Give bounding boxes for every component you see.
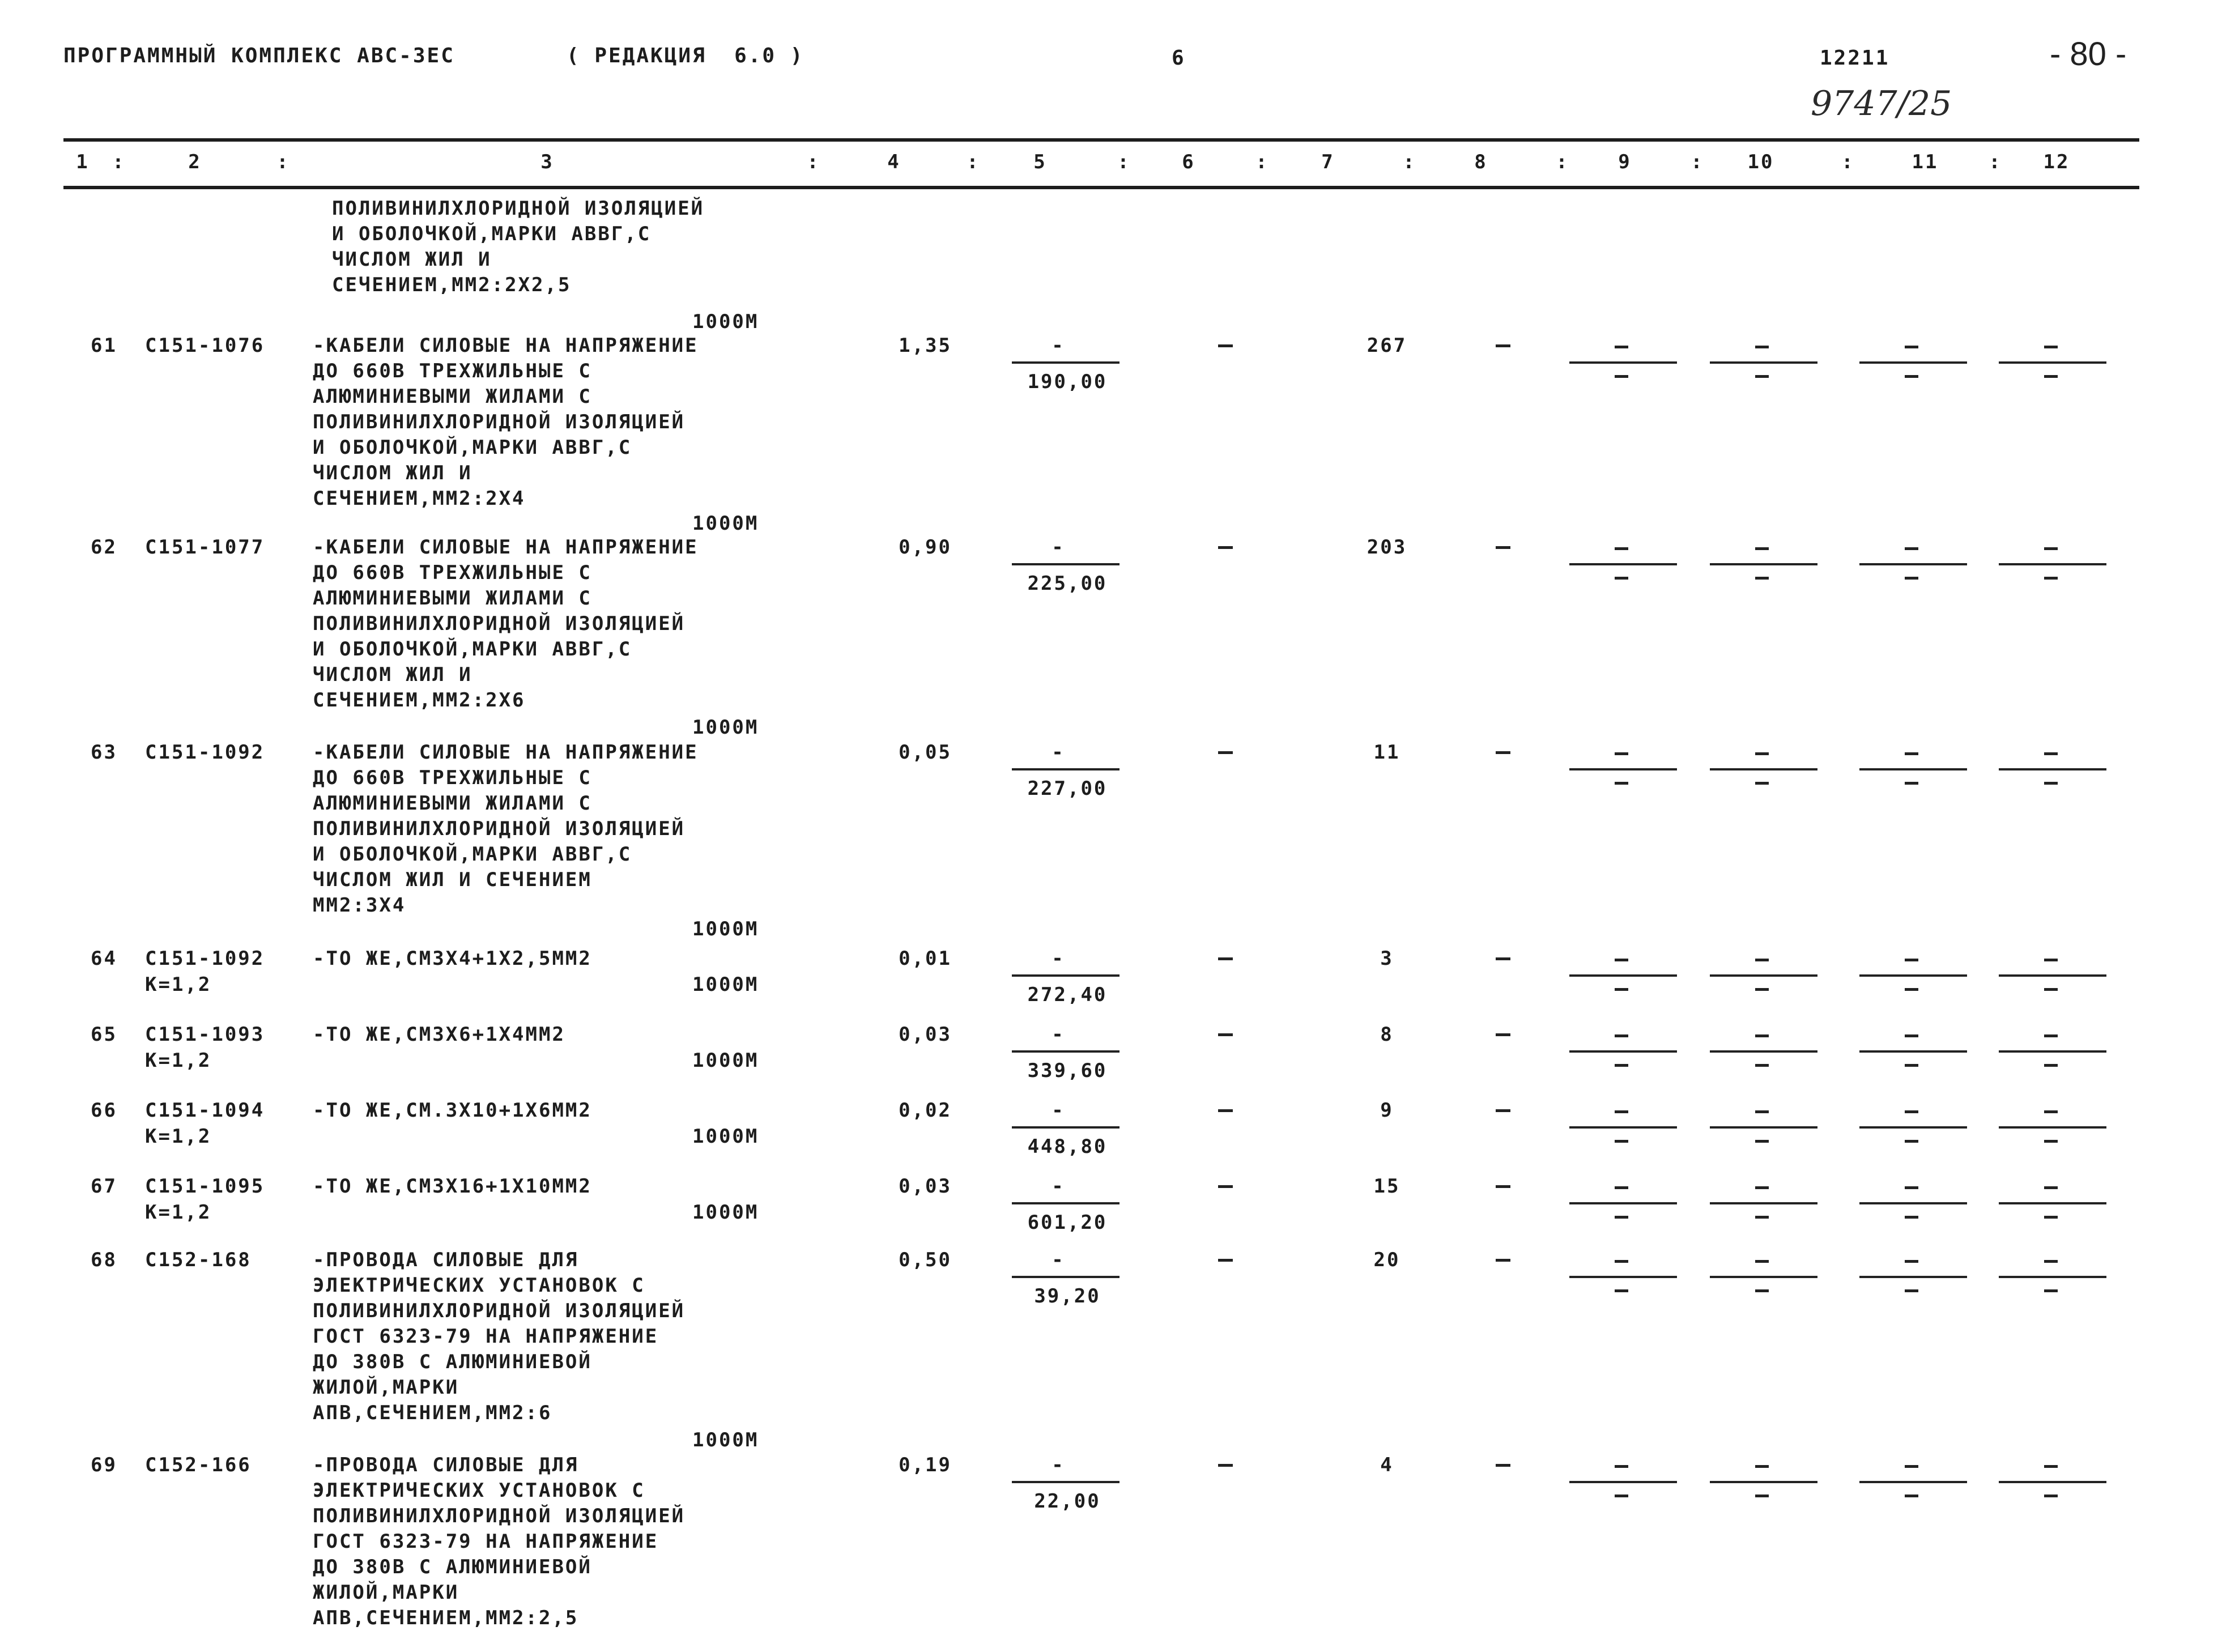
fraction-bar — [1012, 1202, 1119, 1204]
coefficient: К=1,2 — [145, 1125, 212, 1148]
fraction-bar — [1859, 1276, 1967, 1278]
unit-label: 1000М — [692, 973, 759, 996]
dash-top — [1905, 547, 1918, 550]
coefficient: К=1,2 — [145, 1049, 212, 1072]
dash-col8 — [1496, 1464, 1510, 1467]
column-header-1: 1 — [76, 151, 90, 173]
cost-top: - — [1052, 536, 1065, 559]
dash-top — [2044, 1465, 2058, 1468]
dash-top — [2044, 1110, 2058, 1113]
dash-col6 — [1218, 751, 1233, 754]
dash-bottom — [1755, 1064, 1769, 1067]
unit-label: 1000М — [692, 918, 759, 940]
dash-top — [1905, 1186, 1918, 1189]
price-code: С151-1076 — [145, 334, 265, 357]
price-code: С151-1092 — [145, 947, 265, 970]
dash-bottom — [2044, 782, 2058, 785]
price-code: С152-168 — [145, 1249, 252, 1271]
cost-top: - — [1052, 1454, 1065, 1476]
dash-top — [1615, 1186, 1628, 1189]
cost-bottom: 227,00 — [1027, 777, 1108, 800]
dash-bottom — [2044, 988, 2058, 991]
dash-top — [2044, 547, 2058, 550]
quantity: 0,01 — [899, 947, 952, 970]
fraction-bar — [1999, 1126, 2106, 1129]
labour-value: 3 — [1380, 947, 1394, 970]
row-number: 64 — [91, 947, 117, 970]
quantity: 0,19 — [899, 1454, 952, 1476]
quantity: 0,02 — [899, 1099, 952, 1122]
dash-top — [1615, 1260, 1628, 1263]
dash-top — [1755, 1260, 1769, 1263]
fraction-bar — [1859, 974, 1967, 977]
fraction-bar — [1999, 1276, 2106, 1278]
cost-top: - — [1052, 334, 1065, 357]
fraction-bar — [1569, 768, 1677, 770]
dash-col8 — [1496, 957, 1510, 960]
column-separator: : — [1691, 151, 1704, 173]
cost-bottom: 339,60 — [1027, 1059, 1108, 1082]
column-separator: : — [1403, 151, 1416, 173]
column-header-12: 12 — [2043, 151, 2070, 173]
dash-top — [1615, 1034, 1628, 1037]
document-code: 12211 — [1820, 46, 1890, 70]
fraction-bar — [1999, 563, 2106, 565]
dash-bottom — [2044, 577, 2058, 580]
column-separator: : — [1989, 151, 2002, 173]
fraction-bar — [1012, 1481, 1119, 1483]
dash-top — [1615, 346, 1628, 348]
fraction-bar — [1999, 974, 2106, 977]
work-description: -ТО ЖЕ,СМ3Х6+1Х4ММ2 — [313, 1023, 565, 1046]
dash-col6 — [1218, 1109, 1233, 1112]
fraction-bar — [1710, 361, 1817, 364]
dash-top — [1755, 959, 1769, 961]
page-number: - 80 - — [2050, 36, 2127, 73]
labour-value: 20 — [1373, 1249, 1401, 1271]
fraction-bar — [1999, 1202, 2106, 1204]
dash-col8 — [1496, 1109, 1510, 1112]
cost-top: - — [1052, 1099, 1065, 1122]
column-header-5: 5 — [1033, 151, 1047, 173]
column-header-6: 6 — [1182, 151, 1195, 173]
dash-top — [1615, 959, 1628, 961]
fraction-bar — [1710, 768, 1817, 770]
work-description: -ТО ЖЕ,СМ.3Х10+1Х6ММ2 — [313, 1099, 592, 1122]
dash-bottom — [1615, 1216, 1628, 1219]
dash-bottom — [1755, 782, 1769, 785]
work-description: -ПРОВОДА СИЛОВЫЕ ДЛЯ ЭЛЕКТРИЧЕСКИХ УСТАНОВОК С ПОЛИВИНИЛХЛОРИДНОЙ ИЗОЛЯЦИЕЙ ГОСТ 6323-79 НА НАПРЯЖЕНИЕ ДО 380В С АЛЮМИНИЕВОЙ ЖИЛОЙ,МАРКИ АПВ,СЕЧЕНИЕМ,ММ2:6 — [313, 1249, 686, 1424]
fraction-bar — [1999, 768, 2106, 770]
fraction-bar — [1012, 361, 1119, 364]
unit-label: 1000М — [692, 716, 759, 739]
unit-label: 1000М — [692, 310, 759, 333]
price-code: С152-166 — [145, 1454, 252, 1476]
dash-bottom — [2044, 1495, 2058, 1497]
dash-bottom — [2044, 1216, 2058, 1219]
column-header-2: 2 — [188, 151, 202, 173]
dash-bottom — [1755, 1495, 1769, 1497]
labour-value: 9 — [1380, 1099, 1394, 1122]
fraction-bar — [1859, 768, 1967, 770]
column-header-9: 9 — [1618, 151, 1632, 173]
dash-bottom — [1905, 782, 1918, 785]
dash-top — [1755, 1186, 1769, 1189]
dash-col8 — [1496, 546, 1510, 549]
work-description: -КАБЕЛИ СИЛОВЫЕ НА НАПРЯЖЕНИЕ ДО 660В ТРЕХЖИЛЬНЫЕ С АЛЮМИНИЕВЫМИ ЖИЛАМИ С ПОЛИВИНИЛХЛОРИДНОЙ ИЗОЛЯЦИЕЙ И ОБОЛОЧКОЙ,МАРКИ АВВГ,С ЧИСЛОМ ЖИЛ И СЕЧЕНИЕМ,ММ2:2Х6 — [313, 536, 699, 712]
dash-top — [2044, 1260, 2058, 1263]
dash-col6 — [1218, 1185, 1233, 1188]
fraction-bar — [1859, 1126, 1967, 1129]
fraction-bar — [1710, 1126, 1817, 1129]
unit-label: 1000М — [692, 1125, 759, 1148]
column-separator: : — [1255, 151, 1269, 173]
dash-bottom — [1755, 1140, 1769, 1143]
fraction-bar — [1859, 1202, 1967, 1204]
labour-value: 4 — [1380, 1454, 1394, 1476]
column-separator: : — [807, 151, 820, 173]
dash-col6 — [1218, 1259, 1233, 1262]
price-code: С151-1077 — [145, 536, 265, 559]
dash-bottom — [1755, 1216, 1769, 1219]
dash-col8 — [1496, 344, 1510, 347]
dash-bottom — [1615, 577, 1628, 580]
dash-top — [1755, 752, 1769, 755]
sheet-number: 6 — [1172, 46, 1186, 70]
quantity: 0,50 — [899, 1249, 952, 1271]
cost-top: - — [1052, 947, 1065, 970]
coefficient: К=1,2 — [145, 973, 212, 996]
cost-top: - — [1052, 1175, 1065, 1198]
dash-top — [1905, 752, 1918, 755]
column-header-4: 4 — [887, 151, 901, 173]
dash-top — [1905, 1110, 1918, 1113]
fraction-bar — [1710, 1202, 1817, 1204]
row-number: 68 — [91, 1249, 117, 1271]
fraction-bar — [1859, 563, 1967, 565]
labour-value: 203 — [1367, 536, 1407, 559]
row-number: 61 — [91, 334, 117, 357]
fraction-bar — [1999, 361, 2106, 364]
price-code: С151-1095 — [145, 1175, 265, 1198]
column-separator: : — [1841, 151, 1855, 173]
labour-value: 11 — [1373, 741, 1401, 764]
dash-top — [1615, 752, 1628, 755]
dash-bottom — [1905, 375, 1918, 378]
dash-top — [1755, 547, 1769, 550]
fraction-bar — [1710, 1481, 1817, 1483]
dash-bottom — [1905, 1495, 1918, 1497]
fraction-bar — [1012, 1126, 1119, 1129]
dash-col8 — [1496, 1185, 1510, 1188]
dash-top — [1615, 1110, 1628, 1113]
fraction-bar — [1999, 1481, 2106, 1483]
fraction-bar — [1012, 974, 1119, 977]
dash-bottom — [1905, 1140, 1918, 1143]
dash-bottom — [1615, 1289, 1628, 1292]
row-number: 63 — [91, 741, 117, 764]
dash-bottom — [1905, 1216, 1918, 1219]
quantity: 0,03 — [899, 1175, 952, 1198]
cost-bottom: 448,80 — [1027, 1135, 1108, 1158]
dash-top — [1905, 346, 1918, 348]
fraction-bar — [1569, 1481, 1677, 1483]
cost-top: - — [1052, 1249, 1065, 1271]
dash-top — [1755, 1110, 1769, 1113]
labour-value: 8 — [1380, 1023, 1394, 1046]
work-description: -КАБЕЛИ СИЛОВЫЕ НА НАПРЯЖЕНИЕ ДО 660В ТРЕХЖИЛЬНЫЕ С АЛЮМИНИЕВЫМИ ЖИЛАМИ С ПОЛИВИНИЛХЛОРИДНОЙ ИЗОЛЯЦИЕЙ И ОБОЛОЧКОЙ,МАРКИ АВВГ,С ЧИСЛОМ ЖИЛ И СЕЧЕНИЕМ ММ2:3Х4 — [313, 741, 699, 917]
unit-label: 1000М — [692, 1201, 759, 1224]
work-description: -ПРОВОДА СИЛОВЫЕ ДЛЯ ЭЛЕКТРИЧЕСКИХ УСТАНОВОК С ПОЛИВИНИЛХЛОРИДНОЙ ИЗОЛЯЦИЕЙ ГОСТ 6323-79 НА НАПРЯЖЕНИЕ ДО 380В С АЛЮМИНИЕВОЙ ЖИЛОЙ,МАРКИ АПВ,СЕЧЕНИЕМ,ММ2:2,5 — [313, 1454, 686, 1629]
fraction-bar — [1569, 1276, 1677, 1278]
dash-col6 — [1218, 1033, 1233, 1036]
coefficient: К=1,2 — [145, 1201, 212, 1224]
fraction-bar — [1569, 563, 1677, 565]
labour-value: 15 — [1373, 1175, 1401, 1198]
column-header-11: 11 — [1912, 151, 1939, 173]
dash-top — [2044, 1186, 2058, 1189]
cost-bottom: 190,00 — [1027, 371, 1108, 393]
row-number: 69 — [91, 1454, 117, 1476]
fraction-bar — [1999, 1050, 2106, 1053]
dash-bottom — [1615, 1495, 1628, 1497]
dash-top — [2044, 959, 2058, 961]
column-separator: : — [1556, 151, 1569, 173]
quantity: 1,35 — [899, 334, 952, 357]
column-separator: : — [967, 151, 980, 173]
dash-col6 — [1218, 546, 1233, 549]
dash-top — [1905, 959, 1918, 961]
quantity: 0,90 — [899, 536, 952, 559]
column-header-8: 8 — [1474, 151, 1488, 173]
dash-top — [1755, 1034, 1769, 1037]
column-header-3: 3 — [540, 151, 554, 173]
quantity: 0,03 — [899, 1023, 952, 1046]
fraction-bar — [1710, 974, 1817, 977]
dash-bottom — [2044, 1140, 2058, 1143]
handwritten-note: 9747/25 — [1811, 84, 1952, 124]
dash-bottom — [1905, 1064, 1918, 1067]
row-number: 67 — [91, 1175, 117, 1198]
dash-col6 — [1218, 344, 1233, 347]
row-number: 62 — [91, 536, 117, 559]
fraction-bar — [1569, 1202, 1677, 1204]
row-number: 65 — [91, 1023, 117, 1046]
cost-bottom: 39,20 — [1034, 1285, 1101, 1308]
fraction-bar — [1012, 768, 1119, 770]
dash-bottom — [1615, 988, 1628, 991]
cost-top: - — [1052, 741, 1065, 764]
column-separator: : — [112, 151, 126, 173]
dash-bottom — [1755, 1289, 1769, 1292]
fraction-bar — [1710, 1050, 1817, 1053]
work-description: -КАБЕЛИ СИЛОВЫЕ НА НАПРЯЖЕНИЕ ДО 660В ТРЕХЖИЛЬНЫЕ С АЛЮМИНИЕВЫМИ ЖИЛАМИ С ПОЛИВИНИЛХЛОРИДНОЙ ИЗОЛЯЦИЕЙ И ОБОЛОЧКОЙ,МАРКИ АВВГ,С ЧИСЛОМ ЖИЛ И СЕЧЕНИЕМ,ММ2:2Х4 — [313, 334, 699, 510]
dash-top — [1615, 547, 1628, 550]
work-description: -ТО ЖЕ,СМ3Х4+1Х2,5ММ2 — [313, 947, 592, 970]
fraction-bar — [1012, 1276, 1119, 1278]
cost-top: - — [1052, 1023, 1065, 1046]
column-header-7: 7 — [1321, 151, 1335, 173]
fraction-bar — [1012, 563, 1119, 565]
unit-label: 1000М — [692, 1049, 759, 1072]
quantity: 0,05 — [899, 741, 952, 764]
dash-bottom — [2044, 1289, 2058, 1292]
unit-label: 1000М — [692, 1429, 759, 1451]
dash-bottom — [1755, 375, 1769, 378]
column-header-10: 10 — [1747, 151, 1774, 173]
cost-bottom: 22,00 — [1034, 1490, 1101, 1513]
dash-bottom — [1755, 577, 1769, 580]
column-separator: : — [1117, 151, 1131, 173]
dash-bottom — [1615, 375, 1628, 378]
fraction-bar — [1710, 1276, 1817, 1278]
labour-value: 267 — [1367, 334, 1407, 357]
dash-top — [1905, 1034, 1918, 1037]
dash-col6 — [1218, 1464, 1233, 1467]
dash-top — [1905, 1260, 1918, 1263]
dash-bottom — [2044, 375, 2058, 378]
fraction-bar — [1859, 1481, 1967, 1483]
dash-top — [2044, 752, 2058, 755]
work-description: -ТО ЖЕ,СМ3Х16+1Х10ММ2 — [313, 1175, 592, 1198]
dash-top — [1615, 1465, 1628, 1468]
dash-top — [2044, 1034, 2058, 1037]
fraction-bar — [1859, 361, 1967, 364]
column-separator: : — [276, 151, 290, 173]
dash-bottom — [1615, 782, 1628, 785]
fraction-bar — [1710, 563, 1817, 565]
dash-bottom — [1905, 1289, 1918, 1292]
fraction-bar — [1569, 1126, 1677, 1129]
dash-bottom — [2044, 1064, 2058, 1067]
row-number: 66 — [91, 1099, 117, 1122]
dash-top — [1755, 1465, 1769, 1468]
dash-col8 — [1496, 1033, 1510, 1036]
dash-top — [1755, 346, 1769, 348]
dash-col6 — [1218, 957, 1233, 960]
unit-label: 1000М — [692, 512, 759, 535]
dash-bottom — [1615, 1064, 1628, 1067]
price-code: С151-1093 — [145, 1023, 265, 1046]
dash-col8 — [1496, 751, 1510, 754]
price-code: С151-1094 — [145, 1099, 265, 1122]
dash-top — [1905, 1465, 1918, 1468]
fraction-bar — [1012, 1050, 1119, 1053]
fraction-bar — [1569, 1050, 1677, 1053]
fraction-bar — [1569, 974, 1677, 977]
header-bottom-rule — [63, 186, 2139, 189]
dash-bottom — [1755, 988, 1769, 991]
program-title: ПРОГРАММНЫЙ КОМПЛЕКС АВС-3ЕС — [63, 44, 455, 67]
header-top-rule — [63, 138, 2139, 142]
fraction-bar — [1569, 361, 1677, 364]
price-code: С151-1092 — [145, 741, 265, 764]
dash-bottom — [1615, 1140, 1628, 1143]
cost-bottom: 272,40 — [1027, 983, 1108, 1006]
cost-bottom: 601,20 — [1027, 1211, 1108, 1234]
dash-bottom — [1905, 577, 1918, 580]
dash-top — [2044, 346, 2058, 348]
edition-label: ( РЕДАКЦИЯ 6.0 ) — [567, 44, 804, 67]
cost-bottom: 225,00 — [1027, 572, 1108, 595]
continuation-description: ПОЛИВИНИЛХЛОРИДНОЙ ИЗОЛЯЦИЕЙ И ОБОЛОЧКОЙ,МАРКИ АВВГ,С ЧИСЛОМ ЖИЛ И СЕЧЕНИЕМ,ММ2:2Х2,5 — [332, 197, 705, 296]
fraction-bar — [1859, 1050, 1967, 1053]
dash-col8 — [1496, 1259, 1510, 1262]
dash-bottom — [1905, 988, 1918, 991]
